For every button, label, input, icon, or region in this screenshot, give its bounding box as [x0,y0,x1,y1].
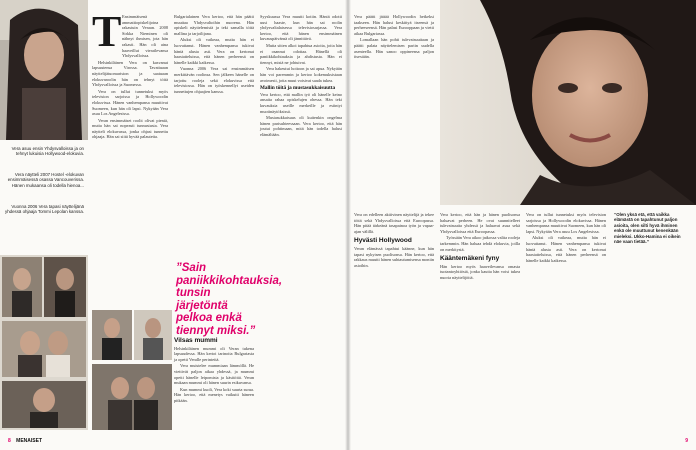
photo-small-left-2 [134,310,172,360]
paragraph: Vera kertoo, että mallin työ oli hänelle keino ansaita rahaa opiskelujen ohessa. Hän teki kuvauksia useille merkeille ja esiintyi muotinäytöksissä. [260,91,342,114]
caption-top: Vera asuu ensin Yhdysvalloissa ja on tehnyt lukuisia Hollywood-elokuvia. [11,146,84,157]
caption-mid: Vera näytteli 2007 Hostel -elokuvan ensimmäisessä osassa Vancouverissa. Hänen mukaansa oli todella hienoa... [7,172,84,188]
footer-left [8,438,42,444]
paragraph: Vera on tullut tunnetuksi myös television sarjoissa ja Hollywoodin elokuvissa. Hänen vanhempansa muuttivat Suomeen, kun hän oli lapsi. Nykyään Vera asuu Los Angelesissa. [92,88,168,117]
pull-quote: ”Sain paniikkikohtauksia, tunsin järjetöntä pelkoa enkä tiennyt miksi.” [176,262,283,337]
paragraph: Aluksi oli vaikeaa, mutta hän ei luovuttanut. Hänen vanhempansa tukivat häntä alusta asti. Vera on kertonut haastatteluissa, että hänen perheensä on hänelle kaikki kaikessa. [174,37,254,65]
right-column-3 [526,212,606,264]
left-column-3 [260,14,342,138]
paragraph: Vera hakeutui hoitoon ja sai apua. Nykyään hän voi paremmin ja kertoo kokemuksistaan avoimesti, jotta muut voisivat saada tukea. [260,66,342,83]
footer-right [685,438,688,444]
left-column-2 [174,14,254,95]
paragraph: Lomallaan hän pohti tulevaisuuttaan ja päätti palata näyttelemisen pariin uudella asenteella. Hän sanoo oppineensa paljon itsestään. [354,37,434,60]
paragraph: Ensimmäisenä ammattiopiskelijoina rakastuin Veraan. 2008 Sirkka Nieminen oli nähnyt ihmisen, jota hän rakasti. Hän oli aina haaveillut vierailevansa Yhdysvalloissa. [122,14,168,59]
photo-collage-left [0,255,88,430]
caption-bottom: Vuonna 2006 Vera tapasi näyttelijänä yhdessä ohjaaja Tommi Lepolan kanssa. [5,204,84,215]
photo-vera-portrait-left [0,0,88,140]
page-number-left: 8 [8,438,11,444]
drop-cap-letter: T [92,7,122,56]
side-quote: “Olen yksä etä, että vaikka elämästä on tapahtunut paljon asioita, olen silti hyvä ihminen enkä ole muuttunut kenenkään mieleksi. Ukko-Hamina ei oikein näe vaan tietää.” [614,212,681,245]
paragraph: Vuonna 2006 Vera sai ensimmäisen merkittävän roolinsa. Sen jälkeen hänelle on tarjottu rooleja sekä elokuvissa että televisiossa. Hän on työskennellyt useiden tunnettujen ohjaajien kanssa. [174,66,254,94]
paragraph: Kun mummi kuoli, Vera koki suurta surua. Hän kertoo, että menetys vaikutti häneen pitkään. [174,386,254,403]
left-column-1 [92,14,168,141]
right-column-1 [354,14,434,61]
section-title: Hyvästi Hollywood [354,237,412,245]
paragraph: Bulgarialainen Vera kertoo, että hän päätti muuttaa Yhdysvaltoihin nuorena. Hän opiskeli näyttelemistä ja teki samalla töitä mallina ja tarjoilijana. [174,14,254,36]
paragraph: Mutta sitten alkoi tapahtua asioita, joita hän ei osannut odottaa. Hänellä oli paniikkikohtauksia ja ahdistusta. Hän ei tiennyt, mistä ne johtuivat. [260,42,342,65]
paragraph: Syyskuussa Vera muutti kotiin. Häntä odotti uusi haaste, kun hän sai roolin yhdysvaltalaisessa televisiosarjassa. Vera kertoo, että hänen ensimmäinen kuvauspäivänsä oli jännittävä. [260,14,342,42]
photo-vera-portrait-right [440,0,696,205]
paragraph: Aluksi oli vaikeaa, mutta hän ei luovuttanut. Hänen vanhempansa tukivat häntä alusta asti. Vera on kertonut haastatteluissa, että hänen perheensä on hänelle kaikki kaikessa. [526,235,606,263]
paragraph: Veran ensimmäiset roolit olivat pieniä, mutta hän sai nopeasti tunnustusta. Vera näytteli elokuvassa, jonka ohjasi tunnettu ohjaaja. Hän sai siitä hyvää palautetta. [92,117,168,140]
paragraph: Mustasukkaisuus oli kuitenkin ongelma hänen parisuhteessaan. Vera kertoo, että hän joutui pohtimaan, mitä hän todella halusi elämältään. [260,115,342,137]
magazine-name: MENAISET [16,438,43,444]
paragraph: Vera kertoo, että hän ja hänen puolisonsa haluavat perheen. He ovat suunnitelleet tulevaisuutta yhdessä ja haluavat asua sekä Yhdysvalloissa että Euroopassa. [440,212,520,234]
subheading: Mallin töitä ja mustasukkaisuutta [260,85,336,92]
paragraph: Helsinkiläinen mummi oli Veran tukena lapsuudessa. Hän kertoi tarinoita Bulgariasta ja opetti Veralle perinteitä. [174,345,254,362]
paragraph: Vera on tullut tunnetuksi myös television sarjoissa ja Hollywoodin elokuvissa. Hänen vanhempansa muuttivat Suomeen, kun hän oli lapsi. Nykyään Vera asuu Los Angelesissa. [526,212,606,234]
section-title: Kääntemäkeni fyny [440,255,500,263]
paragraph: Hän kertoo myös haaveilevansa omasta tuotantoyhtiöstä, jonka kautta hän voisi tukea nuoria näyttelijöitä. [440,263,520,280]
paragraph: Veran elämässä tapahtui käänne, kun hän tapasi nykyisen puolisonsa. Hän kertoo, että rakkaus muutti hänen suhtautumisensa moniin asioihin. [354,245,434,268]
photo-small-left-3 [92,364,172,430]
photo-small-left-1 [92,310,132,360]
paragraph: Vera muistelee mummiaan lämmöllä. He viettivät paljon aikaa yhdessä, ja mummi opetti hänelle leipomista ja käsitöitä. Veran mukaan mummi oli hänen suurin esikuvansa. [174,363,254,386]
right-column-2 [440,212,520,282]
gutter-shadow [345,0,351,450]
paragraph: Työssään Vera aikoo jatkossa valita rooleja tarkemmin. Hän haluaa tehdä elokuvia, joilla on merkitystä. [440,235,520,252]
right-page [348,0,696,450]
paragraph: Helsinkiläinen Vera on kasvanut lapsuutensa Virossa. Tavattuaan näyttelijätuomariston ja saatuaan elokuvaroolin hän on tehnyt töitä Yhdysvalloissa ja Suomessa. [92,59,168,88]
paragraph: Vera päätti jättää Hollywoodin hetkeksi taakseen. Hän halusi keskittyä itseensä ja perheeseensä. Hän palasi Eurooppaan ja vietti aikaa Bulgariassa. [354,14,434,36]
section-title: Vilsas mummi [174,337,218,344]
right-column-1-lower [354,212,434,269]
page-number-right: 9 [685,438,688,444]
left-column-2-bottom [174,334,254,405]
paragraph: Vera on edelleen aktiivinen näyttelijä ja tekee töitä sekä Yhdysvalloissa että Euroopassa. Hän pitää tärkeänä tasapainoa työn ja vapaa-ajan välillä. [354,212,434,234]
